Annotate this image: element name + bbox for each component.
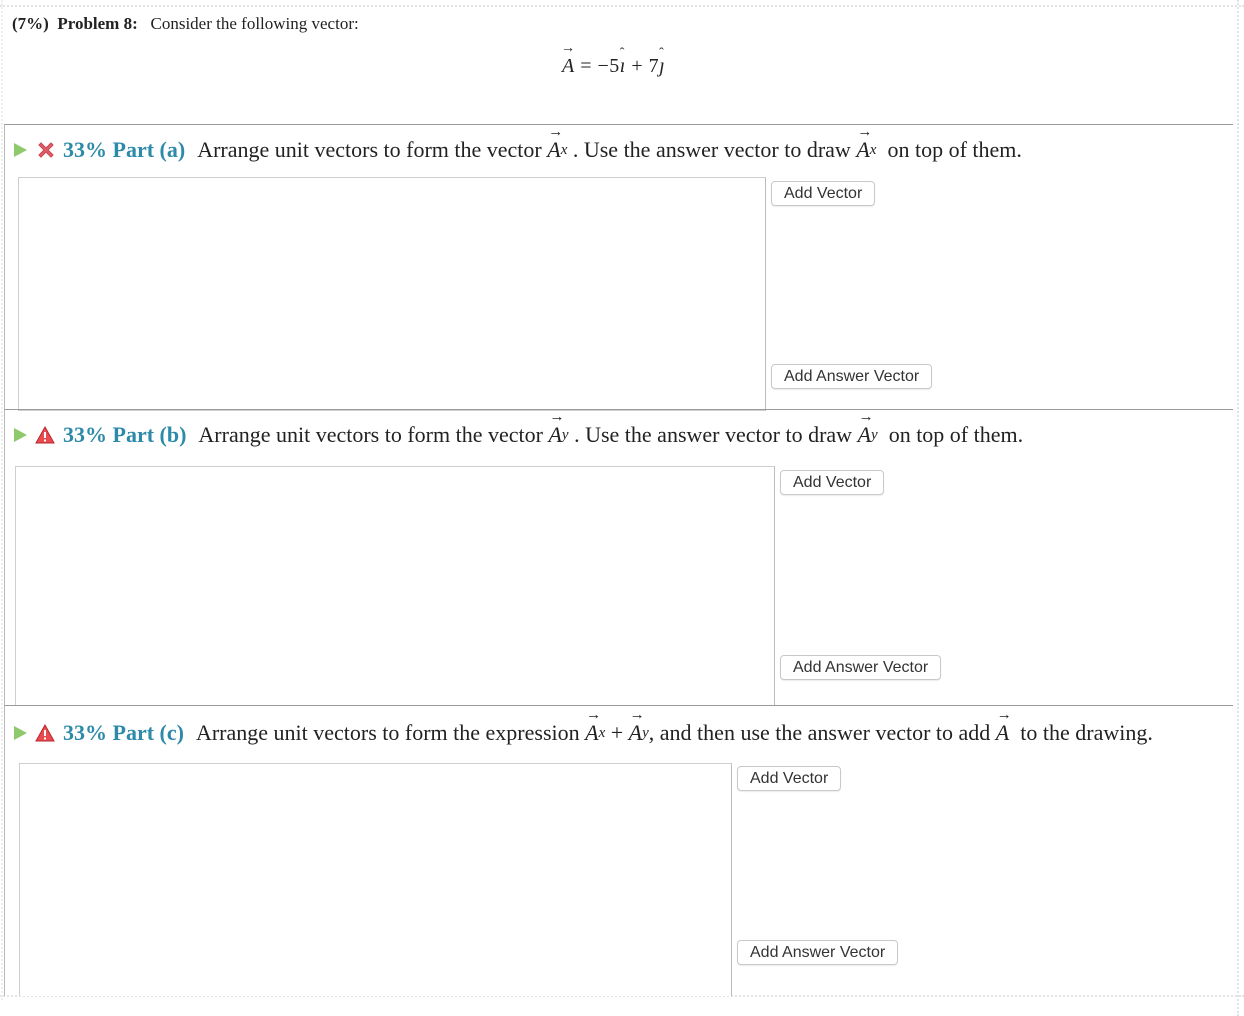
part-b-text-2: . Use the answer vector to draw <box>574 422 853 447</box>
problem-label: Problem 8: <box>57 14 138 33</box>
part-c-title <box>14 720 1153 746</box>
part-b-text-3: on top of them. <box>888 422 1024 447</box>
part-a-text-1: Arrange unit vectors to form the vector <box>197 137 542 162</box>
play-icon[interactable] <box>14 726 27 740</box>
part-c-add-vector-button[interactable]: Add Vector <box>737 766 841 791</box>
equation-plus: + <box>631 55 644 77</box>
part-c-vec-3: → A <box>996 720 1009 746</box>
part-b-add-answer-vector-button[interactable]: Add Answer Vector <box>780 655 941 680</box>
left-dotted-border <box>1 0 3 1000</box>
part-b-sub-1: y <box>561 426 569 443</box>
equation-i-unit: ˆ ı <box>620 55 626 78</box>
x-icon <box>35 139 57 161</box>
part-a-add-answer-vector-button[interactable]: Add Answer Vector <box>771 364 932 389</box>
problem-prompt: Consider the following vector: <box>150 14 359 33</box>
part-b-sub-2: y <box>871 426 878 443</box>
play-icon[interactable] <box>14 143 27 157</box>
top-dotted-border <box>0 5 1244 7</box>
part-c-add-answer-vector-button[interactable]: Add Answer Vector <box>737 940 898 965</box>
part-b-text-1: Arrange unit vectors to form the vector <box>198 422 543 447</box>
part-c-vec-1: → A <box>585 720 598 746</box>
part-b-drawing-canvas[interactable] <box>15 466 775 706</box>
equation-equals: = <box>580 55 592 77</box>
equation-vector: → A <box>562 55 575 78</box>
part-a-sub-2: x <box>869 141 877 158</box>
part-c-drawing-canvas[interactable] <box>19 763 732 996</box>
part-b-percent: 33% Part (b) <box>63 422 187 447</box>
part-a-vec-1: → A <box>547 137 560 163</box>
vector-equation <box>562 55 665 78</box>
part-a-text-2: . Use the answer vector to draw <box>572 137 851 162</box>
problem-header <box>12 14 359 34</box>
part-c-sub-1: x <box>598 724 606 741</box>
part-c-vec-2: → A <box>629 720 642 746</box>
part-a-sub-1: x <box>560 141 568 158</box>
warning-icon <box>35 425 55 445</box>
equation-i-coef: −5 <box>597 55 620 77</box>
warning-icon <box>35 723 55 743</box>
part-c-text-2: , and then use the answer vector to add <box>648 720 991 745</box>
part-a-percent: 33% Part (a) <box>63 137 186 162</box>
part-a-text-3: on top of them. <box>887 137 1022 162</box>
problem-percent: (7%) <box>12 14 49 33</box>
part-a-vec-2: → A <box>856 137 869 163</box>
part-c-sub-2: y <box>642 724 649 741</box>
equation-j-unit: ˆ ȷ <box>659 55 665 78</box>
equation-j-coef: 7 <box>648 55 660 77</box>
part-c-plus: + <box>610 720 624 745</box>
part-a-title <box>14 137 1022 163</box>
part-c-percent: 33% Part (c) <box>63 720 184 745</box>
part-c-text-1: Arrange unit vectors to form the expression <box>195 720 580 745</box>
part-b-title <box>14 422 1023 448</box>
right-dotted-border <box>1237 0 1239 1016</box>
part-a-drawing-canvas[interactable] <box>18 177 766 411</box>
part-a-add-vector-button[interactable]: Add Vector <box>771 181 875 206</box>
play-icon[interactable] <box>14 428 27 442</box>
part-c-text-3: to the drawing. <box>1020 720 1153 745</box>
part-b-add-vector-button[interactable]: Add Vector <box>780 470 884 495</box>
part-b-vec-2: → A <box>858 422 871 448</box>
part-b-vec-1: → A <box>548 422 561 448</box>
